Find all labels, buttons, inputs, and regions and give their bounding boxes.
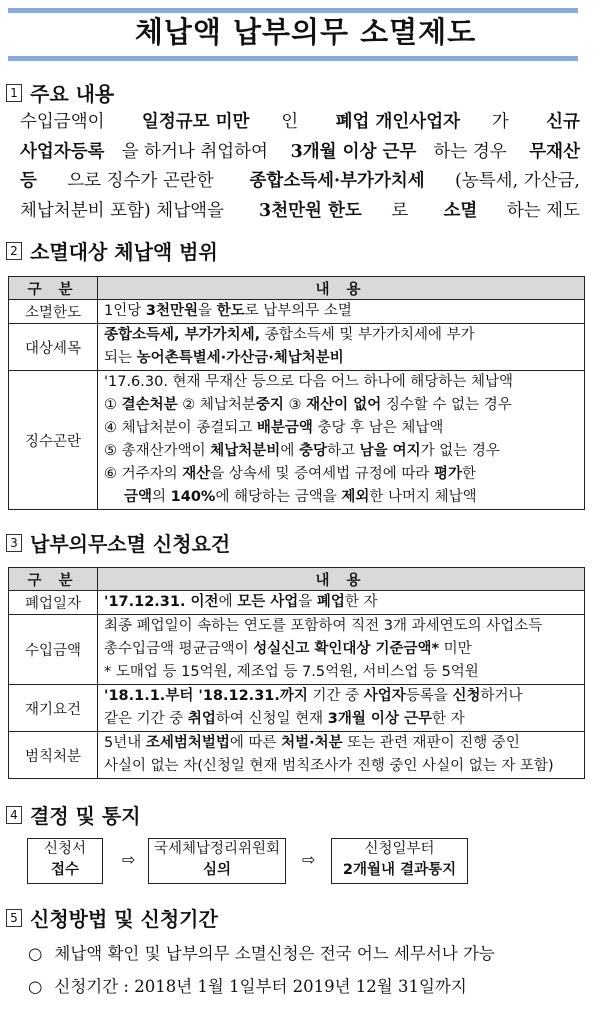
bold-text: 종합소득세·부가가치세	[249, 171, 425, 191]
bold-text: 한도	[216, 303, 245, 319]
col-header-category: 구 분	[9, 277, 98, 300]
bullet-text: 신청기간 : 2018년 1월 1일부터 2019년 12월 31일까지	[54, 977, 467, 996]
bold-text: 신규	[546, 112, 580, 132]
bold-text: 3천만원	[145, 303, 198, 319]
text: 1인당	[104, 303, 146, 319]
text: 한	[462, 466, 477, 482]
bold-text: 등	[20, 171, 37, 191]
step-application-receipt	[27, 838, 103, 884]
row-content	[98, 300, 585, 324]
content-line	[104, 661, 578, 684]
text: * 도매업 등 15억원, 제조업 등 7.5억원, 서비스업 등 5억원	[104, 664, 479, 680]
bold-text: 신청	[452, 688, 481, 704]
section-title: 소멸대상 체납액 범위	[30, 240, 218, 264]
bold-text: 재산	[182, 466, 211, 482]
content-line	[104, 615, 578, 638]
row-content	[98, 732, 585, 779]
section-number-box: 4	[6, 806, 22, 824]
section-5-heading	[6, 903, 218, 932]
row-content	[98, 591, 585, 615]
row-content	[98, 615, 585, 685]
bold-text: 평가	[434, 466, 463, 482]
text: 로	[391, 200, 414, 221]
content-line	[104, 417, 578, 440]
title-rule-bottom	[8, 56, 578, 61]
content-line	[104, 371, 578, 394]
bold-text: 남을 여지	[359, 443, 421, 459]
text: 등록을	[405, 688, 453, 704]
text: 한 나머지 체납액	[369, 489, 477, 505]
bold-text: 결손처분	[121, 397, 178, 413]
text: 인	[281, 112, 304, 132]
text: 에	[280, 443, 299, 459]
bold-text: '17.12.31. 이전	[104, 594, 219, 610]
text: 되는	[104, 350, 137, 366]
bold-text: 3천만원 한도	[259, 200, 362, 221]
text: 으로 징수가 곤란한	[67, 171, 220, 191]
text: ⑤ 총재산가액이	[104, 443, 211, 459]
bold-text: 조세범처벌법	[145, 735, 230, 751]
row-content	[98, 685, 585, 732]
bold-text: 금액	[124, 489, 153, 505]
section-title: 결정 및 통지	[30, 804, 141, 828]
bold-text: 사업자	[363, 688, 406, 704]
summary-paragraph	[20, 108, 580, 226]
row-label: 소멸한도	[9, 300, 98, 324]
content-line	[104, 486, 578, 509]
text: 을 상속세 및 증여세법 규정에 따라	[210, 466, 435, 482]
bold-text: 성실신고 확인대상 기준금액*	[253, 641, 440, 657]
text: 징수할 수 없는 경우	[381, 397, 512, 413]
text: 에 해당하는 금액을	[215, 489, 342, 505]
row-content	[98, 324, 585, 371]
step-committee-review	[148, 838, 286, 884]
text: ⑥ 거주자의	[104, 466, 183, 482]
bold-text: 사업자등록	[20, 141, 105, 162]
section-number-box: 5	[6, 909, 22, 927]
text: 을	[197, 303, 217, 319]
section-1-heading	[6, 78, 114, 107]
text: 가 없는 경우	[420, 443, 500, 459]
text: 또는 관련 재판이 진행 중인	[342, 735, 520, 751]
text: 한 자	[344, 594, 378, 610]
text: 종합소득세 및 부가가치세에 부가	[260, 327, 475, 343]
step-top-text: 신청서	[43, 841, 87, 857]
text: 충당 후 남은 체납액	[312, 420, 444, 436]
bold-text: 농어촌특별세·가산금·체납처분비	[136, 350, 344, 366]
text: 체납처분비 포함) 체납액을	[20, 200, 230, 221]
row-label: 폐업일자	[9, 591, 98, 615]
step-top-text: 신청일부터	[364, 841, 435, 857]
col-header-category: 구 분	[9, 568, 98, 591]
step-top-text: 국세체납정리위원회	[153, 841, 281, 857]
row-label: 재기요건	[9, 685, 98, 732]
content-line	[104, 755, 578, 778]
text: 기간 중	[307, 688, 364, 704]
text: 을	[298, 594, 317, 610]
text: 같은 기간 중	[104, 711, 188, 727]
bold-text: 무재산	[529, 141, 580, 162]
table-header-row	[9, 568, 585, 591]
table-row	[9, 732, 585, 779]
bold-text: 배분금액	[256, 420, 313, 436]
row-label: 수입금액	[9, 615, 98, 685]
text: '17.6.30. 현재 무재산 등으로 다음 어느 하나에 해당하는 체납액	[104, 374, 513, 390]
bold-text: 중지	[255, 397, 284, 413]
content-line	[104, 638, 578, 661]
step-bottom-text: 심의	[202, 862, 231, 878]
content-line	[104, 300, 578, 323]
bold-text: 140%	[170, 489, 216, 505]
bold-text: 일정규모 미만	[141, 112, 250, 132]
row-label: 범칙처분	[9, 732, 98, 779]
bold-text: 3개월 이상 근무	[290, 141, 417, 162]
text: 가	[491, 112, 515, 132]
circle-bullet-icon: ○	[28, 977, 43, 996]
text: 미만	[439, 641, 472, 657]
bullet-text: 체납액 확인 및 납부의무 소멸신청은 전국 어느 세무서나 가능	[54, 944, 495, 963]
content-line	[104, 591, 578, 614]
circle-bullet-icon: ○	[28, 944, 43, 963]
content-line	[104, 394, 578, 417]
bold-text: 재산이 없어	[306, 397, 382, 413]
summary-line	[20, 167, 580, 197]
text: 한 자	[432, 711, 465, 727]
bold-text: 충당	[298, 443, 327, 459]
right-arrow-icon: ⇨	[122, 850, 136, 869]
col-header-content: 내 용	[98, 277, 585, 300]
text: 을 하거나 취업하여	[121, 141, 274, 162]
text: 하는 제도	[506, 200, 580, 221]
text: 하거나	[480, 688, 523, 704]
text: ④ 체납처분이 종결되고	[104, 420, 257, 436]
text: 에 따른	[229, 735, 282, 751]
content-line	[104, 347, 578, 370]
bullet-item	[28, 973, 467, 997]
text: ② 체납처분	[177, 397, 256, 413]
table-row	[9, 300, 585, 324]
text: 수입금액이	[20, 112, 111, 132]
row-label: 징수곤란	[9, 371, 98, 510]
section-title: 납부의무소멸 신청요건	[30, 532, 231, 556]
requirements-table	[8, 567, 585, 779]
step-bottom-text: 2개월내 결과통지	[342, 862, 457, 878]
content-line	[104, 708, 578, 731]
bold-text: 폐업	[316, 594, 345, 610]
text: 의	[152, 489, 171, 505]
section-number-box: 2	[6, 242, 22, 260]
row-content	[98, 371, 585, 510]
bold-text: '18.1.1.부터 '18.12.31.까지	[104, 688, 308, 704]
section-number-box: 3	[6, 534, 22, 552]
text: 로 납부의무 소멸	[244, 303, 352, 319]
text: 하고	[326, 443, 360, 459]
right-arrow-icon: ⇨	[302, 850, 316, 869]
table-row	[9, 324, 585, 371]
table-header-row	[9, 277, 585, 300]
page-title: 체납액 납부의무 소멸제도	[134, 15, 477, 49]
scope-table	[8, 276, 585, 510]
bold-text: 체납처분비	[210, 443, 281, 459]
table-row	[9, 685, 585, 732]
text: ①	[104, 397, 122, 413]
bold-text: 소멸	[443, 200, 478, 221]
text: 하는 경우	[433, 141, 513, 162]
summary-line	[20, 108, 580, 138]
table-row	[9, 615, 585, 685]
text: 5년내	[104, 735, 146, 751]
bold-text: 종합소득세, 부가가치세,	[104, 327, 261, 343]
bold-text: 제외	[341, 489, 370, 505]
section-4-heading	[6, 800, 141, 829]
text: ③	[283, 397, 307, 413]
section-title: 주요 내용	[30, 82, 115, 106]
step-result-notice	[331, 838, 468, 884]
table-row	[9, 371, 585, 510]
content-line	[104, 324, 578, 347]
step-bottom-text: 접수	[50, 862, 79, 878]
text: 사실이 없는 자(신청일 현재 범칙조사가 진행 중인 사실이 없는 자 포함)	[104, 758, 554, 774]
text: 최종 폐업일이 속하는 연도를 포함하여 직전 3개 과세연도의 사업소득	[104, 618, 543, 634]
bold-text: 처벌·처분	[281, 735, 343, 751]
row-label: 대상세목	[9, 324, 98, 371]
bold-text: 취업	[187, 711, 216, 727]
content-line	[104, 732, 578, 755]
summary-line	[20, 138, 580, 168]
text: (농특세, 가산금,	[455, 171, 580, 191]
content-line	[104, 440, 578, 463]
bullet-item	[28, 940, 495, 964]
summary-line	[20, 197, 580, 227]
content-line	[104, 463, 578, 486]
text: 총수입금액 평균금액이	[104, 641, 254, 657]
section-number-box: 1	[6, 84, 22, 102]
col-header-content: 내 용	[98, 568, 585, 591]
bold-text: 3개월 이상 근무	[327, 711, 433, 727]
content-line	[104, 685, 578, 708]
section-2-heading	[6, 236, 218, 265]
bold-text: 모든 사업	[237, 594, 299, 610]
text: 하여 신청일 현재	[215, 711, 328, 727]
bold-text: 폐업 개인사업자	[335, 112, 461, 132]
text: 에	[218, 594, 238, 610]
section-title: 신청방법 및 신청기간	[30, 907, 218, 931]
table-row	[9, 591, 585, 615]
section-3-heading	[6, 528, 230, 557]
